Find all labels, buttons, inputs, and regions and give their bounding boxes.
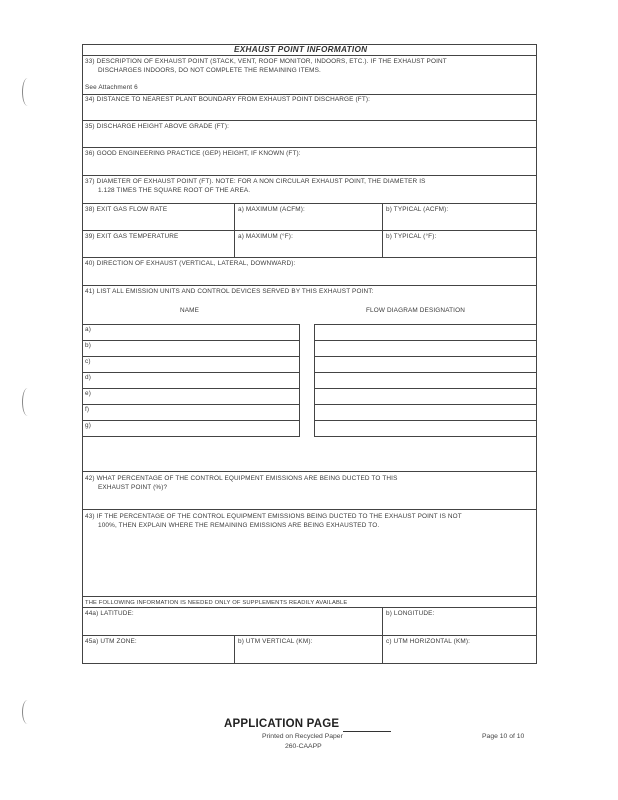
q44-longitude-field[interactable]: b) LONGITUDE: [386,610,435,617]
exhaust-point-form [82,44,537,664]
q42-label-line2: EXHAUST POINT (%)? [98,484,168,491]
q34-label: 34) DISTANCE TO NEAREST PLANT BOUNDARY FROM EXHAUST POINT DISCHARGE (FT): [85,96,371,103]
q40-label: 40) DIRECTION OF EXHAUST (VERTICAL, LATERAL, DOWNWARD): [85,260,296,267]
q33-label-line2: DISCHARGES INDOORS, DO NOT COMPLETE THE REMAINING ITEMS. [98,67,321,74]
q39-label: 39) EXIT GAS TEMPERATURE [85,233,179,240]
q33-answer[interactable]: See Attachment 6 [85,84,138,91]
q41-row-d[interactable]: d) [85,374,91,381]
q44-latitude-field[interactable]: 44a) LATITUDE: [85,610,134,617]
application-page-blank[interactable] [343,731,391,732]
binder-hole-mark-bottom [22,700,33,724]
q39-maximum-field[interactable]: a) MAXIMUM (°F): [238,233,294,240]
q45-utm-zone-field[interactable]: 45a) UTM ZONE: [85,638,137,645]
q39-typical-field[interactable]: b) TYPICAL (°F): [386,233,437,240]
application-page-title: APPLICATION PAGE [224,718,340,730]
q43-label-line2: 100%, THEN EXPLAIN WHERE THE REMAINING EMISSIONS ARE BEING EXHAUSTED TO. [98,522,380,529]
q38-maximum-field[interactable]: a) MAXIMUM (ACFM): [238,206,305,213]
q41-col-flow: FLOW DIAGRAM DESIGNATION [366,307,465,314]
q37-label-line2: 1.128 TIMES THE SQUARE ROOT OF THE AREA. [98,187,251,194]
q41-row-e[interactable]: e) [85,390,91,397]
q41-label: 41) LIST ALL EMISSION UNITS AND CONTROL DEVICES SERVED BY THIS EXHAUST POINT: [85,288,374,295]
q41-col-name: NAME [180,307,200,314]
recycled-paper-note: Printed on Recycled Paper [262,733,343,740]
page-number: Page 10 of 10 [482,733,525,740]
binder-hole-mark-top [22,78,33,106]
q37-label-line1: 37) DIAMETER OF EXHAUST POINT (FT). NOTE: FOR A NON CIRCULAR EXHAUST POINT, THE DIAMETER IS [85,178,426,185]
q45-utm-horizontal-field[interactable]: c) UTM HORIZONTAL (KM): [386,638,471,645]
optional-info-note: THE FOLLOWING INFORMATION IS NEEDED ONLY OF SUPPLEMENTS READILY AVAILABLE [85,600,348,606]
q45-utm-vertical-field[interactable]: b) UTM VERTICAL (KM): [238,638,313,645]
q41-row-a[interactable]: a) [85,326,91,333]
q33-label-line1: 33) DESCRIPTION OF EXHAUST POINT (STACK, VENT, ROOF MONITOR, INDOORS, ETC.). IF THE EXHAUST POINT [85,58,447,65]
q38-label: 38) EXIT GAS FLOW RATE [85,206,168,213]
q41-row-g[interactable]: g) [85,422,91,429]
q41-row-f[interactable]: f) [85,406,90,413]
q41-row-b[interactable]: b) [85,342,91,349]
form-code: 260-CAAPP [285,743,322,750]
binder-hole-mark-middle [22,388,33,416]
form-title: EXHAUST POINT INFORMATION [234,45,368,54]
q42-label-line1: 42) WHAT PERCENTAGE OF THE CONTROL EQUIPMENT EMISSIONS ARE BEING DUCTED TO THIS [85,475,398,482]
q41-row-c[interactable]: c) [85,358,91,365]
q38-typical-field[interactable]: b) TYPICAL (ACFM): [386,206,449,213]
q35-label: 35) DISCHARGE HEIGHT ABOVE GRADE (FT): [85,123,230,130]
q43-label-line1: 43) IF THE PERCENTAGE OF THE CONTROL EQUIPMENT EMISSIONS BEING DUCTED TO THE EXHAUST POINT IS NOT [85,513,462,520]
q36-label: 36) GOOD ENGINEERING PRACTICE (GEP) HEIGHT, IF KNOWN (FT): [85,150,301,157]
